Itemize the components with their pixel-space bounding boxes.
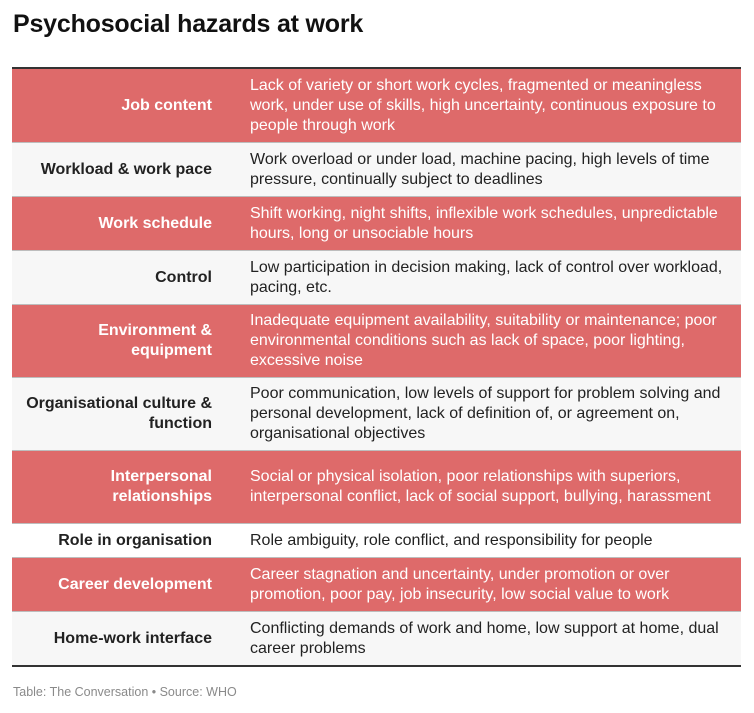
table-row — [12, 450, 741, 523]
description-cell: Role ambiguity, role conflict, and responsibility for people — [250, 531, 653, 549]
description-cell: Shift working, night shifts, inflexible work schedules, unpredictable hours, long or unsociable hours — [250, 204, 718, 242]
category-cell: Job content — [121, 96, 212, 114]
description-cell: Career stagnation and uncertainty, under promotion or over promotion, poor pay, job insecurity, low social value to work — [250, 565, 670, 603]
category-cell: Workload & work pace — [40, 160, 212, 178]
table-row — [12, 69, 741, 142]
page-title: Psychosocial hazards at work — [13, 10, 364, 38]
table-row — [12, 304, 741, 377]
table-row — [12, 611, 741, 665]
table-row — [12, 557, 741, 611]
category-cell: Home-work interface — [53, 629, 212, 647]
description-cell: Low participation in decision making, lack of control over workload, pacing, etc. — [250, 258, 723, 296]
category-cell: Career development — [58, 575, 212, 593]
table-row — [12, 250, 741, 304]
description-cell: Social or physical isolation, poor relationships with superiors, interpersonal conflict, lack of social support, bullying, harassment — [250, 468, 711, 505]
table-row — [12, 142, 741, 196]
category-cell: Environment & equipment — [98, 322, 212, 359]
source-note: Table: The Conversation • Source: WHO — [13, 685, 237, 699]
table-row — [12, 523, 741, 557]
description-cell: Work overload or under load, machine pacing, high levels of time pressure, continually subject to deadlines — [250, 150, 710, 188]
table-row — [12, 377, 741, 450]
description-cell: Inadequate equipment availability, suitability or maintenance; poor environmental conditions such as lack of space, poor lighting, excessive noise — [250, 312, 717, 369]
category-cell: Interpersonal relationships — [110, 468, 212, 505]
category-cell: Organisational culture & function — [26, 395, 212, 432]
table-row — [12, 196, 741, 250]
category-cell: Work schedule — [98, 214, 212, 232]
category-cell: Control — [155, 268, 212, 286]
hazards-table — [12, 67, 741, 667]
description-cell: Lack of variety or short work cycles, fragmented or meaningless work, under use of skills, high uncertainty, continuous exposure to people through work — [250, 76, 716, 134]
category-cell: Role in organisation — [58, 531, 212, 549]
description-cell: Poor communication, low levels of support for problem solving and personal development, lack of definition of, or agreement on, organisational objectives — [250, 385, 721, 442]
description-cell: Conflicting demands of work and home, low support at home, dual career problems — [250, 619, 719, 657]
